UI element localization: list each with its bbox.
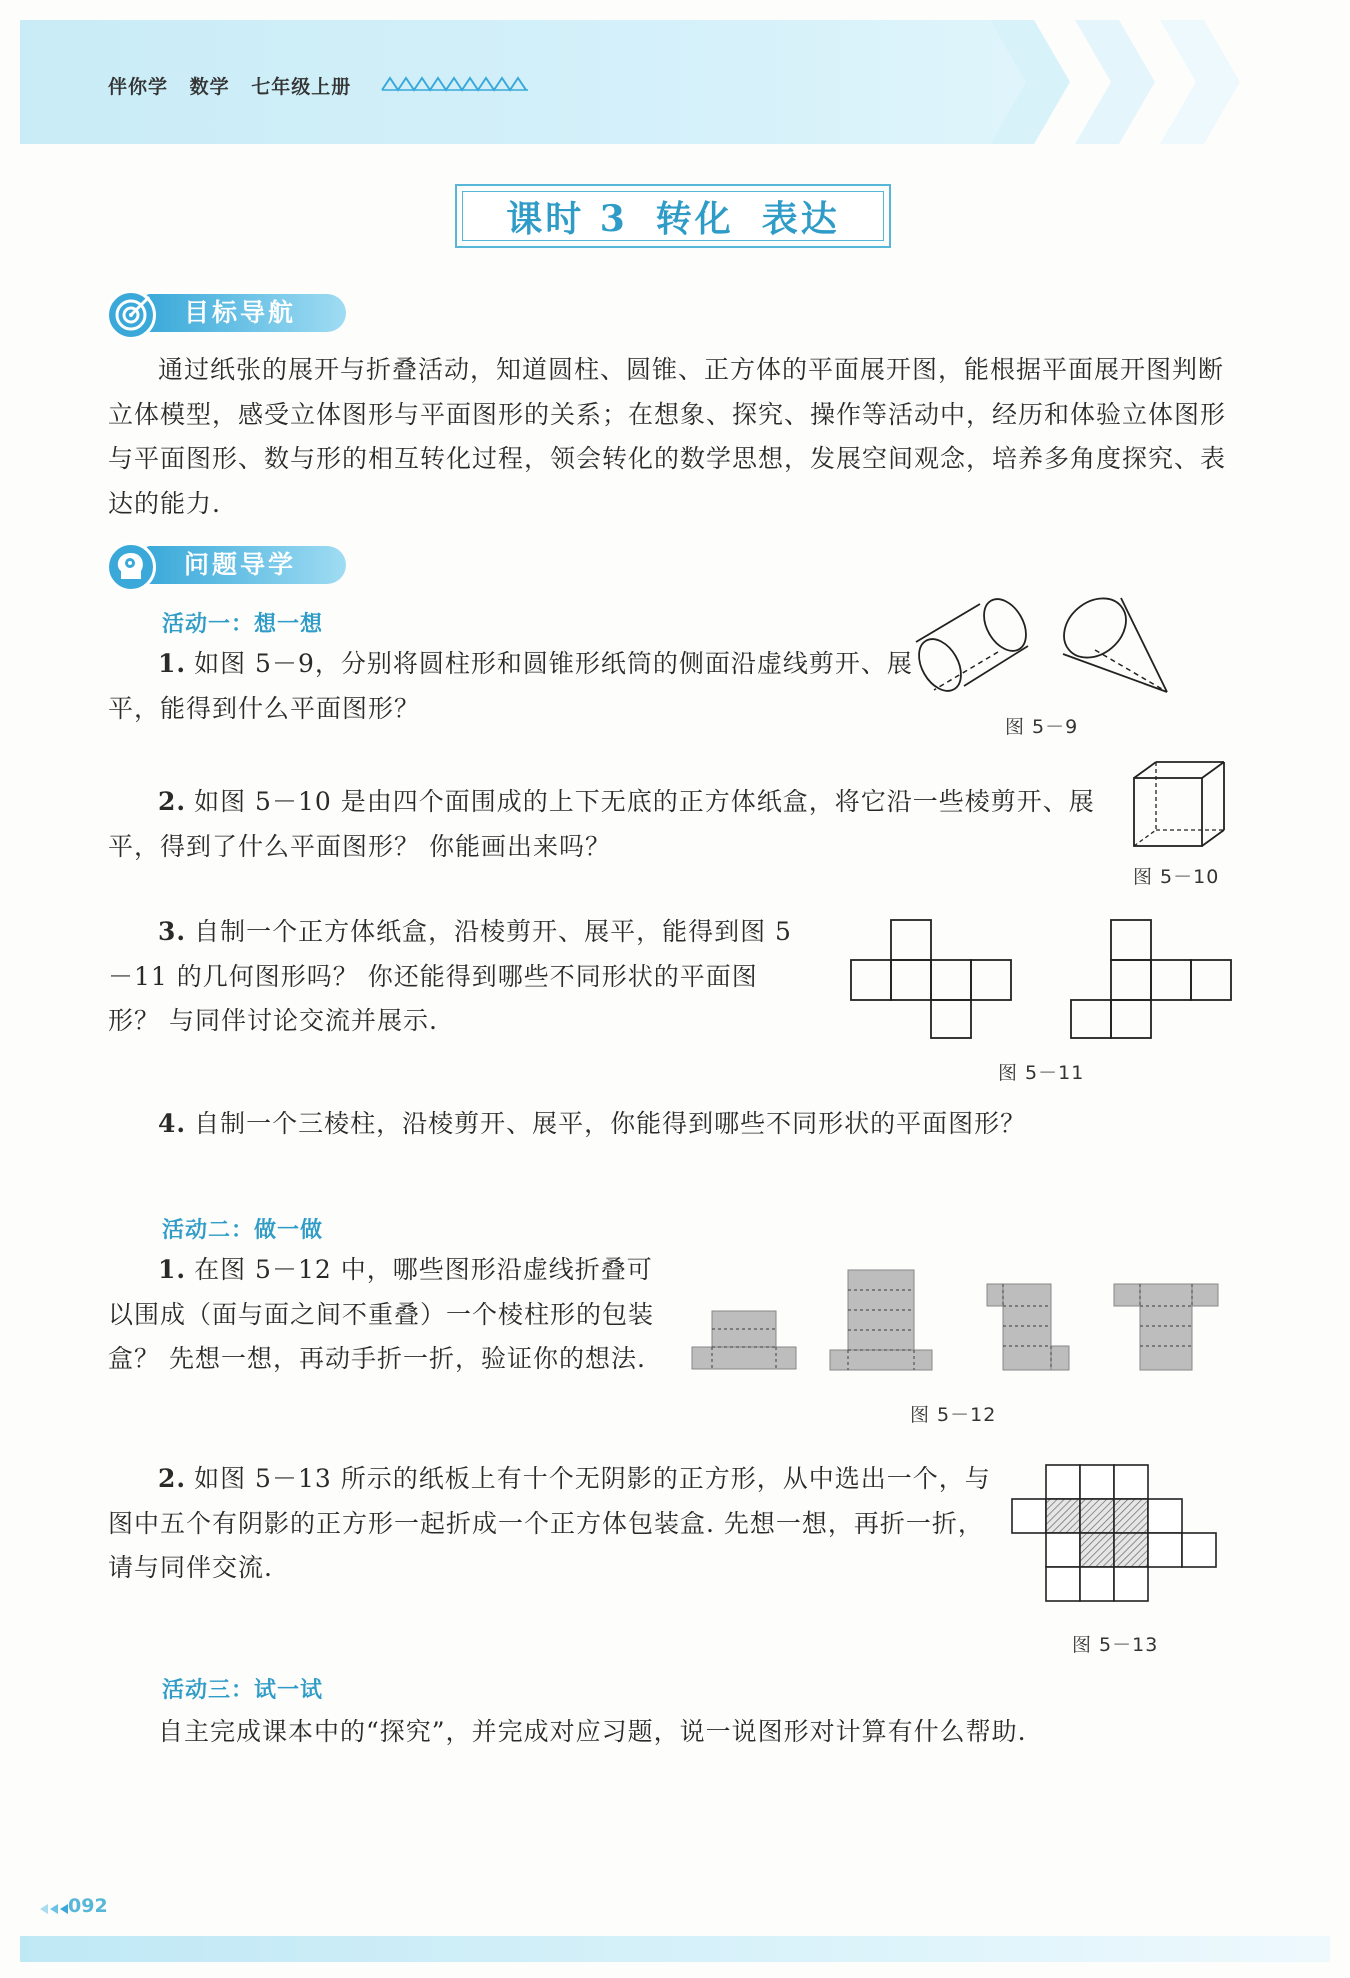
- question-text: 在图 5－12 中，哪些图形沿虚线折叠可以围成（面与面之间不重叠）一个棱柱形的包装盒？ 先想一想，再动手折一折，验证你的想法.: [108, 1255, 655, 1373]
- head-gear-icon: [106, 542, 156, 592]
- problem-section-label: 问题导学: [146, 546, 346, 584]
- lesson-title-part1: 转化: [655, 197, 734, 240]
- question-text: 如图 5－10 是由四个面围成的上下无底的正方体纸盒，将它沿一些棱剪开、展平，得到了什么平面图形？ 你能画出来吗？: [108, 787, 1095, 861]
- footer-band: [20, 1936, 1330, 1962]
- arrow-dots-icon: [40, 1903, 68, 1915]
- goal-section-badge: [106, 290, 356, 334]
- activity2-question1: [108, 1248, 678, 1382]
- question-text: 自制一个正方体纸盒，沿棱剪开、展平，能得到图 5－11 的几何图形吗？ 你还能得到哪些不同形状的平面图形？ 与同伴讨论交流并展示.: [108, 917, 792, 1035]
- activity1-title: 活动一：想一想: [162, 612, 324, 637]
- figure-grid-board: [1008, 1463, 1222, 1607]
- subject-name: 数学: [189, 76, 230, 98]
- activity1-question4: [108, 1102, 1243, 1147]
- problem-section-badge: [106, 542, 356, 586]
- question-text: 如图 5－13 所示的纸板上有十个无阴影的正方形，从中选出一个，与图中五个有阴影的正方形一起折成一个正方体包装盒. 先想一想，再折一折，请与同伴交流.: [108, 1464, 991, 1582]
- question-text: 自制一个三棱柱，沿棱剪开、展平，你能得到哪些不同形状的平面图形？: [194, 1109, 1027, 1138]
- figure-cube-net-cross: [850, 918, 1015, 1040]
- book-name: 伴你学: [108, 76, 169, 98]
- question-number: 1.: [158, 649, 187, 678]
- running-header: [108, 72, 365, 99]
- question-number: 1.: [158, 1255, 187, 1284]
- question-text: 如图 5－9，分别将圆柱形和圆锥形纸筒的侧面沿虚线剪开、展平，能得到什么平面图形？: [108, 649, 913, 723]
- activity2-question2: [108, 1457, 1001, 1591]
- activity3-title: 活动三：试一试: [162, 1678, 324, 1703]
- figure-prism-net-4: [1112, 1282, 1220, 1372]
- figure-prism-net-3: [985, 1282, 1071, 1372]
- activity2-title: 活动二：做一做: [162, 1218, 324, 1243]
- question-number: 2.: [158, 787, 187, 816]
- target-icon: [106, 290, 156, 340]
- activity3-text: 自主完成课本中的“探究”，并完成对应习题，说一说图形对计算有什么帮助.: [158, 1717, 1027, 1746]
- lesson-title: [455, 184, 891, 248]
- figure-open-cube: [1130, 760, 1230, 852]
- figure-cube-net-step: [1068, 918, 1238, 1040]
- goal-section-label: 目标导航: [146, 294, 346, 332]
- question-number: 4.: [158, 1109, 187, 1138]
- zigzag-ornament: [382, 74, 530, 94]
- activity1-question2: [108, 780, 1128, 869]
- figure-caption-5-11: 图 5－11: [998, 1062, 1085, 1084]
- goal-text: 通过纸张的展开与折叠活动，知道圆柱、圆锥、正方体的平面展开图，能根据平面展开图判断立体模型，感受立体图形与平面图形的关系；在想象、探究、操作等活动中，经历和体验立体图形与平面图形、数与形的相互转化过程，领会转化的数学思想，发展空间观念，培养多角度探究、表达的能力.: [108, 355, 1227, 518]
- figure-prism-net-2: [828, 1268, 934, 1372]
- figure-caption-5-13: 图 5－13: [1072, 1634, 1159, 1656]
- figure-caption-5-10: 图 5－10: [1133, 866, 1220, 888]
- lesson-title-part2: 表达: [761, 197, 840, 240]
- figure-caption-5-12: 图 5－12: [910, 1404, 997, 1426]
- activity1-question3: [108, 910, 798, 1044]
- header-chevron: [1075, 20, 1155, 144]
- question-number: 2.: [158, 1464, 187, 1493]
- figure-prism-net-1: [690, 1305, 798, 1371]
- lesson-number: 课时 3: [506, 197, 628, 240]
- activity1-question1: [108, 642, 913, 731]
- question-number: 3.: [158, 917, 187, 946]
- figure-caption-5-9: 图 5－9: [1005, 716, 1079, 738]
- header-chevron: [1160, 20, 1240, 144]
- grade-name: 七年级上册: [251, 76, 352, 98]
- figure-cone: [1055, 588, 1175, 698]
- figure-cylinder: [910, 590, 1035, 700]
- page-number: 092: [68, 1895, 108, 1917]
